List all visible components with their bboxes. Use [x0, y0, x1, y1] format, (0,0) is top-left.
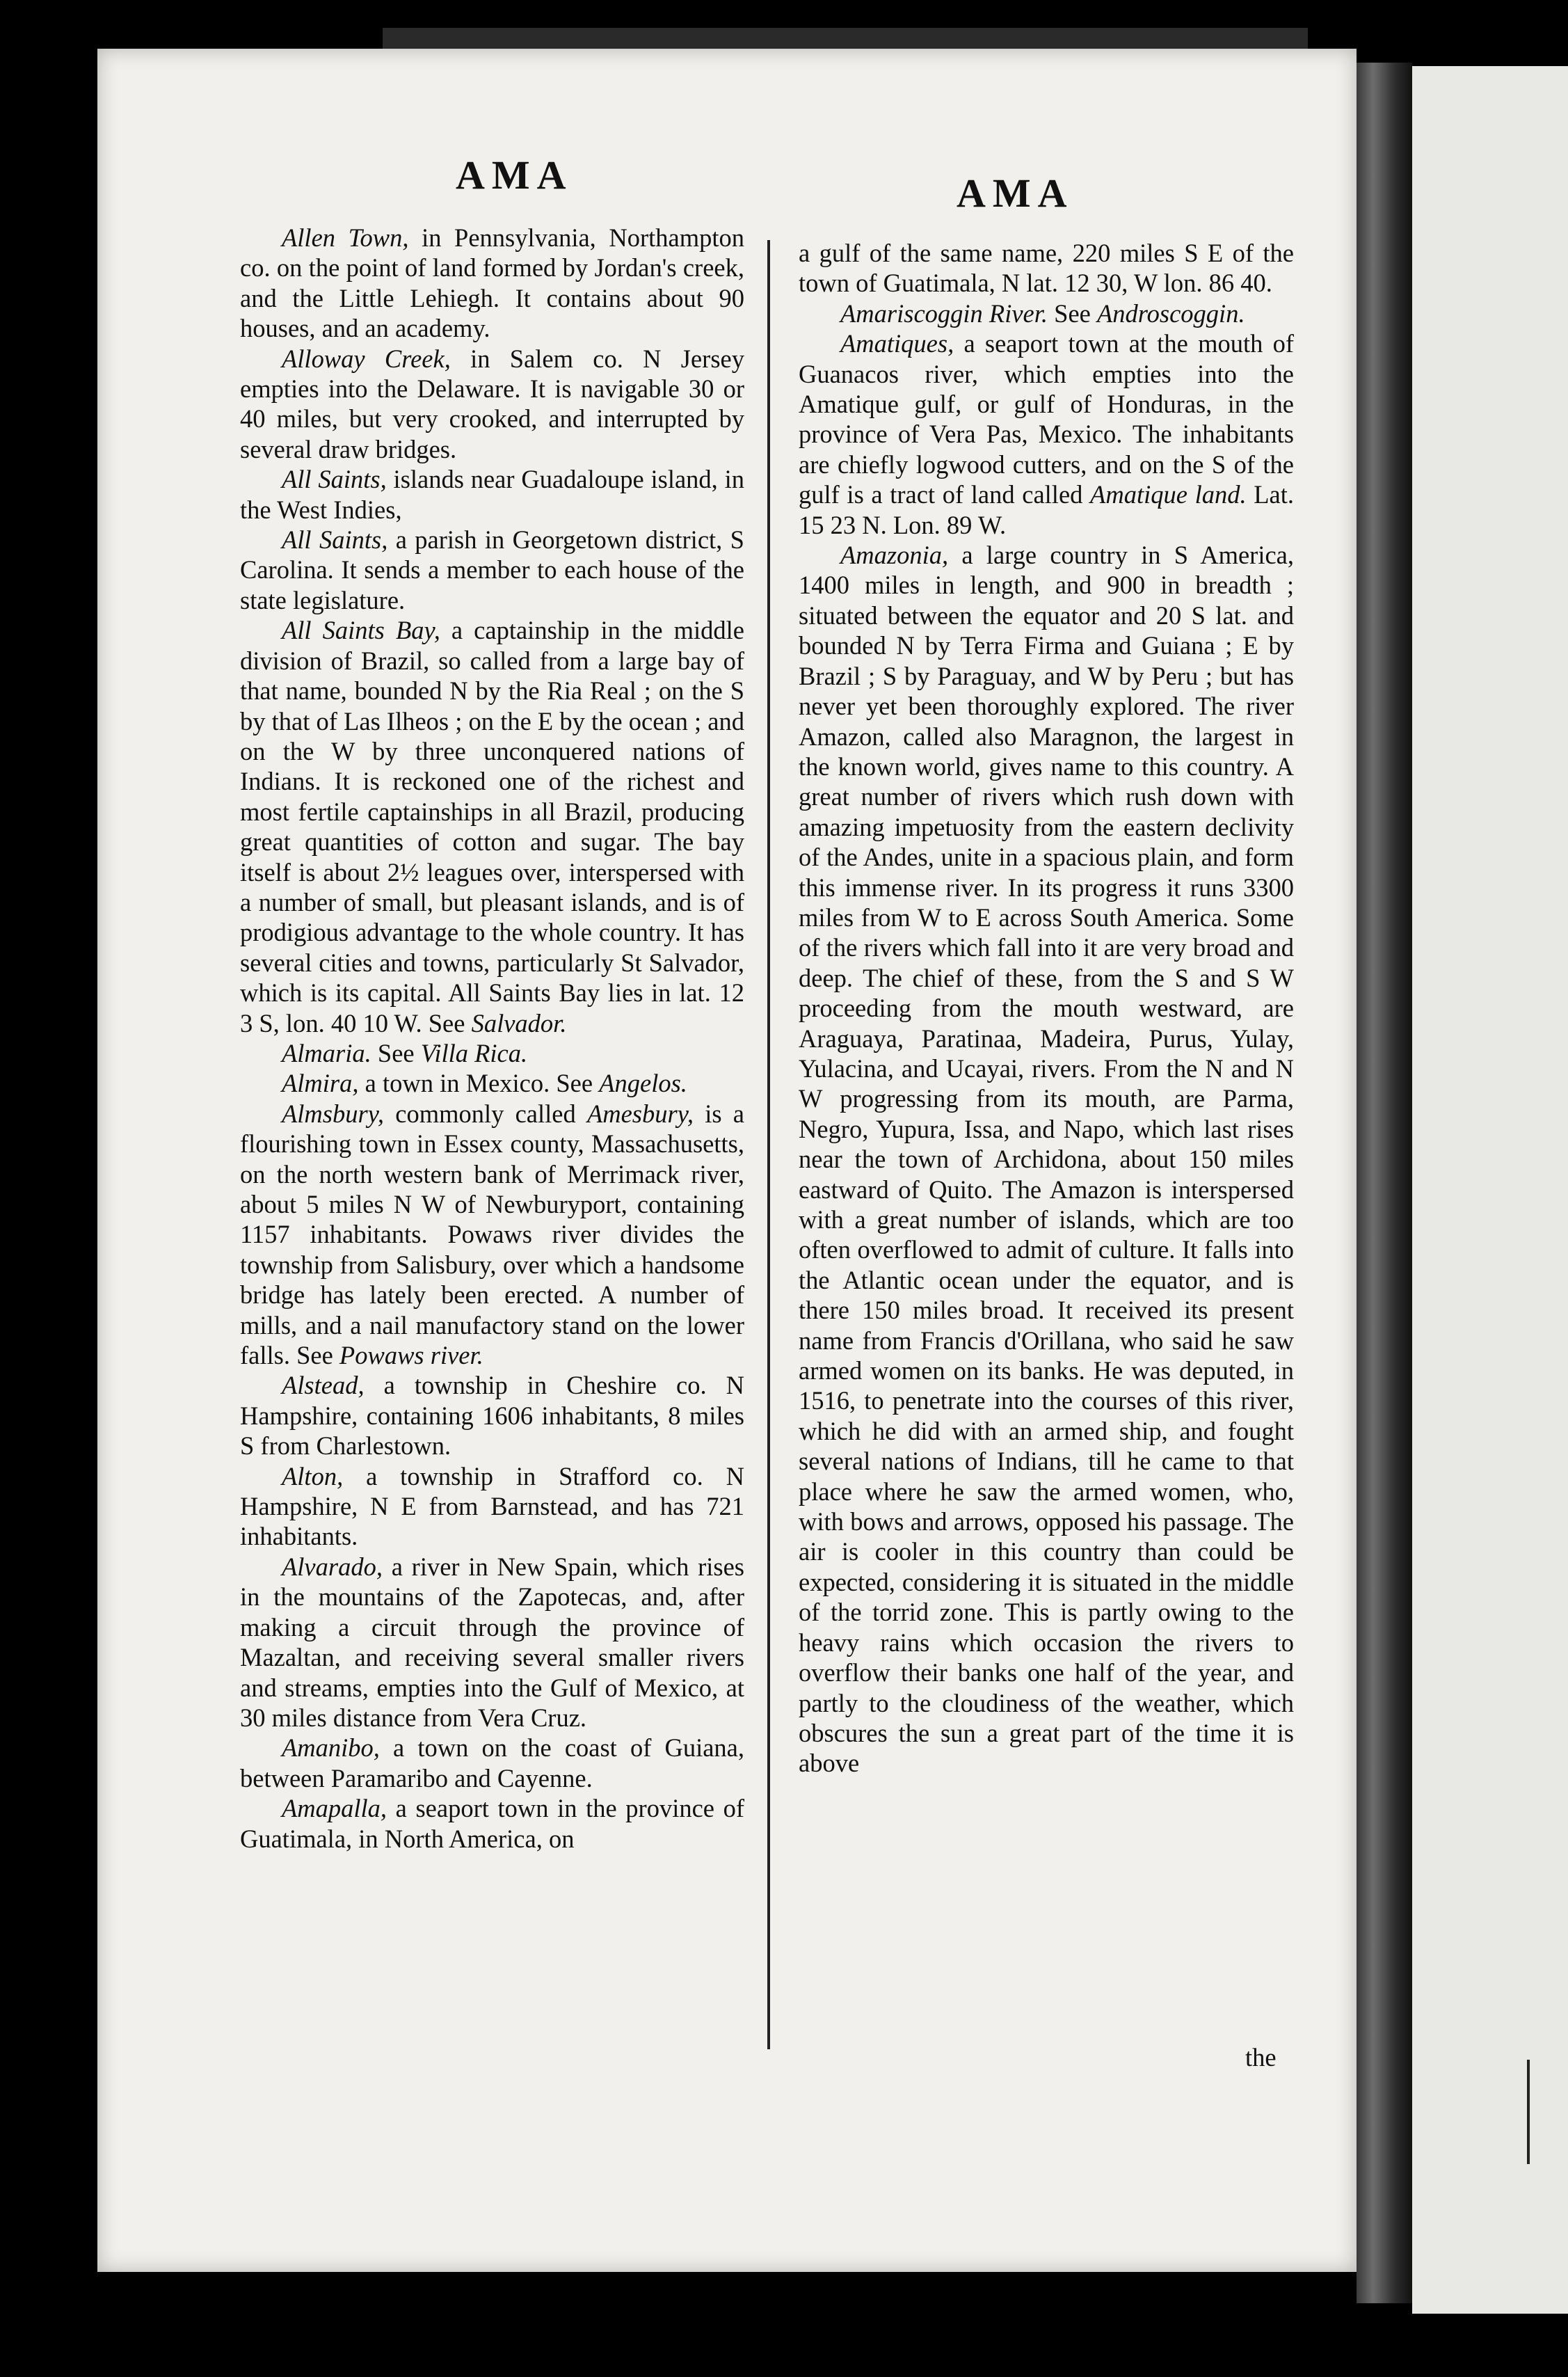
entry [240, 464, 744, 525]
entry [240, 1370, 744, 1461]
entry [240, 525, 744, 615]
entry-text: a town in Mexico. See [358, 1069, 600, 1098]
entry [240, 1461, 744, 1552]
cross-reference: Powaws river. [339, 1341, 483, 1370]
entry-term: Amariscoggin River. [840, 299, 1048, 328]
entry-term: Amapalla, [282, 1794, 387, 1823]
entry [240, 223, 744, 344]
cross-reference: Villa Rica. [420, 1038, 528, 1067]
entry-text: is a flourishing town in Essex county, Massachusetts, on the north western bank of Merrimack river, about 5 miles N W of Newburyport, containing 1157 inhabitants. Powaws river divides the township from Salisbury, over which a handsome bridge has lately been erected. A number of mills, and a nail manufactory stand on the lower falls. See [240, 1099, 744, 1370]
entry [240, 1552, 744, 1733]
facing-page-mark [1527, 2060, 1530, 2164]
entry-term: Alvarado, [282, 1552, 383, 1581]
entry-text: See [371, 1038, 421, 1067]
entry [240, 1793, 744, 1854]
entry-term: Alloway Creek, [282, 344, 451, 373]
entry-text: a township in Strafford co. N Hampshire, N E from Barnstead, and has 721 inhabitants. [240, 1461, 744, 1551]
entry-term: Allen Town, [282, 223, 409, 252]
entry-term: Amanibo, [282, 1733, 380, 1763]
entry [240, 615, 744, 1038]
running-head-left: AMA [456, 152, 573, 198]
cross-reference: Salvador. [471, 1008, 567, 1038]
entry-text: a parish in Georgetown district, S Carolina. It sends a member to each house of the state legislature. [240, 525, 744, 614]
entry-text: a seaport town in the province of Guatimala, in North America, on [240, 1794, 744, 1853]
entry-term: Almsbury, [282, 1099, 385, 1128]
entry-term: Amatiques, [840, 329, 954, 358]
entry-text: in Salem co. N Jersey empties into the Delaware. It is navigable 30 or 40 miles, but very crooked, and interrupted by several draw bridges. [240, 344, 744, 463]
entry-text: a river in New Spain, which rises in the mountains of the Zapotecas, and, after making a circuit through the province of Mazaltan, and receiving several smaller rivers and streams, empties into the Gulf of Mexico, at 30 miles distance from Vera Cruz. [240, 1552, 744, 1732]
entry [240, 1068, 744, 1098]
catchword: the [1245, 2043, 1277, 2072]
entry-term: Alstead, [282, 1371, 365, 1400]
left-column [240, 223, 744, 1854]
entry-term: All Saints, [282, 525, 388, 555]
entry-term: All Saints Bay, [282, 616, 440, 645]
entry-continuation [799, 238, 1294, 299]
facing-page [1412, 66, 1568, 2314]
entry-text: in Pennsylvania, Northampton co. on the point of land formed by Jordan's creek, and the Little Lehiegh. It contains about 90 houses, and an academy. [240, 223, 744, 343]
entry-text: commonly called [384, 1099, 587, 1128]
entry [240, 344, 744, 465]
cross-reference: Amatique land. [1090, 480, 1247, 509]
entry-text: a seaport town at the mouth of Guanacos river, which empties into the Amatique gulf, or gulf of Honduras, in the province of Vera Pas, Mexico. The inhabitants are chiefly logwood cutters, and on the S of the gulf is a tract of land called [799, 329, 1294, 509]
scan-edge-strip [383, 28, 1308, 51]
entry-term: All Saints, [282, 465, 387, 494]
entry-text: a township in Cheshire co. N Hampshire, containing 1606 inhabitants, 8 miles S from Charlestown. [240, 1371, 744, 1461]
entry [240, 1038, 744, 1068]
entry-text: a gulf of the same name, 220 miles S E of the town of Guatimala, N lat. 12 30, W lon. 86 40. [799, 239, 1294, 298]
entry-term: Almaria. [282, 1038, 371, 1067]
entry [240, 1099, 744, 1371]
entry [799, 299, 1294, 328]
cross-reference: Androscoggin. [1097, 299, 1245, 328]
cross-reference: Amesbury, [586, 1099, 694, 1128]
entry-text: a large country in S America, 1400 miles in length, and 900 in breadth ; situated between the equator and 20 S lat. and bounded N by Terra Firma and Guiana ; E by Brazil ; S by Paraguay, and W by Peru ; but has never yet been thoroughly explored. The river Amazon, called also Maragnon, the largest in the known world, gives name to this country. A great number of rivers which rush down with amazing impetuosity from the eastern declivity of the Andes, unite in a spacious plain, and form this immense river. In its progress it runs 3300 miles from W to E across South America. Some of the rivers which fall into it are very broad and deep. The chief of these, from the S and S W proceeding from the mouth westward, are Araguaya, Paratinaa, Madeira, Purus, Yulay, Yulacina, and Ucayai, rivers. From the N and N W progressing from its mouth, are Parma, Negro, Yupura, Issa, and Napo, which last rises near the town of Archidona, about 150 miles eastward of Quito. The Amazon is interspersed with a great number of islands, which are too often overflowed to admit of culture. It falls into the Atlantic ocean under the equator, and is there 150 miles broad. It received its present name from Francis d'Orillana, who said he saw armed women on its banks. He was deputed, in 1516, to penetrate into the courses of this river, which he did with an armed ship, and fought several nations of Indians, till he came to that place where he saw the armed women, who, with bows and arrows, opposed his passage. The air is cooler in this country than could be expected, considering it is situated in the middle of the torrid zone. This is partly owing to the heavy rains which occasion the rivers to overflow their banks one half of the year, and partly to the cloudiness of the weather, which obscures the sun a great part of the time it is above [799, 541, 1294, 1778]
column-rule [767, 240, 770, 2049]
entry-term: Amazonia, [840, 541, 949, 570]
entry-term: Almira, [282, 1069, 359, 1098]
entry-text: Lat. 15 23 N. Lon. 89 W. [799, 480, 1294, 539]
entry-text: See [1048, 299, 1097, 328]
entry [799, 540, 1294, 1779]
entry-text: a captainship in the middle division of Brazil, so called from a large bay of that name, bounded N by the Ria Real ; on the S by that of Las Ilheos ; on the E by the ocean ; and on the W by three unconquered nations of Indians. It is reckoned one of the richest and most fertile captainships in all Brazil, producing great quantities of cotton and sugar. The bay itself is about 2½ leagues over, interspersed with a number of small, but pleasant islands, and is of prodigious advantage to the whole country. It has several cities and towns, particularly St Salvador, which is its capital. All Saints Bay lies in lat. 12 3 S, lon. 40 10 W. See [240, 616, 744, 1038]
book-gutter [1357, 63, 1412, 2303]
entry [799, 328, 1294, 540]
entry-text: a town on the coast of Guiana, between Paramaribo and Cayenne. [240, 1733, 744, 1792]
cross-reference: Angelos. [599, 1069, 687, 1098]
entry-term: Alton, [282, 1461, 344, 1490]
running-head-right: AMA [957, 170, 1074, 216]
right-column [799, 238, 1294, 1779]
entry [240, 1733, 744, 1793]
entry-text: islands near Guadaloupe island, in the West Indies, [240, 465, 744, 524]
